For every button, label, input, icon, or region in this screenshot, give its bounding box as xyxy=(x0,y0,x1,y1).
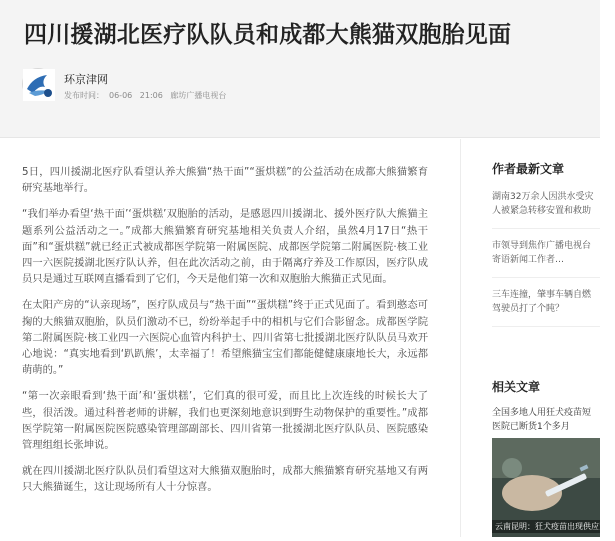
latest-article-link[interactable] xyxy=(492,239,600,278)
related-article-line[interactable]: 全国多地人用狂犬疫苗短 xyxy=(492,408,592,418)
publish-time: 21:06 xyxy=(139,91,163,100)
latest-article-line[interactable]: 湖南32万余人因洪水受灾 xyxy=(492,192,594,202)
source-name[interactable]: 环京津网 xyxy=(64,73,108,86)
globe-logo-icon xyxy=(23,69,55,101)
latest-article-line[interactable]: 人被紧急转移安置和救助 xyxy=(492,206,592,216)
related-article-link[interactable] xyxy=(492,406,600,434)
article-header xyxy=(0,0,600,138)
latest-article-line[interactable]: 市领导到焦作广播电视台 xyxy=(492,241,592,251)
latest-article-link[interactable] xyxy=(492,190,600,229)
related-article-thumbnail[interactable] xyxy=(492,438,615,537)
latest-article-line[interactable]: 驾驶员打了个盹？ xyxy=(492,304,565,314)
related-article-line[interactable]: 医院已断货1个多月 xyxy=(492,422,570,432)
related-heading: 相关文章 xyxy=(492,380,541,394)
article-paragraph: 就在四川援湖北医疗队队员们看望这对大熊猫双胞胎时，成都大熊猫繁育研究基地又有两只大熊猫诞生，这让现场所有人十分惊喜。 xyxy=(22,465,428,494)
source-channel: 廊坊广播电视台 xyxy=(170,91,227,100)
publish-date: 06-06 xyxy=(109,91,133,100)
author-latest-sidebar xyxy=(492,160,600,337)
page-title: 四川援湖北医疗队队员和成都大熊猫双胞胎见面 xyxy=(24,22,512,48)
publish-meta xyxy=(64,90,231,101)
article-body xyxy=(22,164,428,506)
latest-article-line[interactable]: 三车连撞，肇事车辆自燃 xyxy=(492,290,592,300)
latest-article-link[interactable] xyxy=(492,288,600,327)
avatar[interactable] xyxy=(22,68,54,100)
article-paragraph: 5日，四川援湖北医疗队看望认养大熊猫“热干面”“蛋烘糕”的公益活动在成都大熊猫繁育研究基地举行。 xyxy=(22,166,428,195)
article-paragraph: 在太阳产房的“认亲现场”，医疗队成员与“热干面”“蛋烘糕”终于正式见面了。看到憨态可掬的大熊猫双胞胎，队员们激动不已，纷纷举起手中的相机与它们合影留念。成都医学院第二附属医院·核工业四一六医院心血管内科护士、四川省第七批援湖北医疗队队员马欢开心地说：“真实地看到‘趴趴熊’，太幸福了！希望熊猫宝宝们都能健健康康地长大，永远都萌萌的。” xyxy=(22,299,428,377)
latest-article-line[interactable]: 寄语新闻工作者… xyxy=(492,255,565,265)
column-divider xyxy=(460,139,461,537)
article-paragraph: “第一次亲眼看到‘热干面’和‘蛋烘糕’，它们真的很可爱，而且比上次连线的时候长大了些，很活泼。通过科普老师的讲解，我们也更深刻地意识到野生动物保护的重要性。”成都医学院第一附属医院医院感染管理部副部长、四川省第一批援湖北医疗队队员、医院感染管理组组长张坤说。 xyxy=(22,390,428,452)
thumbnail-caption: 云南昆明：狂犬疫苗出现供应紧张 xyxy=(492,520,600,533)
article-paragraph: “我们举办看望‘热干面’‘蛋烘糕’双胞胎的活动，是感恩四川援湖北、援外医疗队大熊猫主题系列公益活动之一。”成都大熊猫繁育研究基地相关负责人介绍，虽然4月17日“热干面”和“蛋烘糕”就已经正式被成都医学院第一附属医院、成都医学院第二附属医院·核工业四一六医院援湖北医疗队认养，但在此次活动之前，由于隔离疗养及工作原因，医疗队成员只是通过互联网直播看到了它们，今天是他们第一次和双胞胎大熊猫正式见面。 xyxy=(22,208,428,286)
latest-heading: 作者最新文章 xyxy=(492,162,565,176)
publish-label: 发布时间： xyxy=(64,91,104,100)
